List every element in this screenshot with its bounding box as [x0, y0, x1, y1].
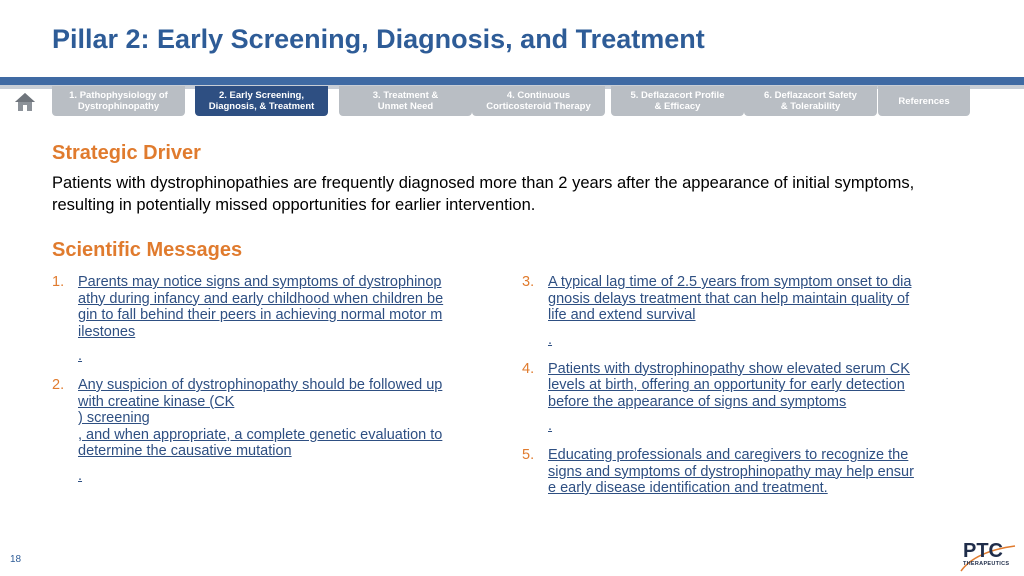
- message-link[interactable]: A typical lag time of 2.5 years from symptom onset to dia gnosis delays treatment that can help maintain quality of life and extend survival: [548, 274, 912, 323]
- strategic-driver-text: Patients with dystrophinopathies are frequently diagnosed more than 2 years after the appearance of initial symptoms, resulting in potentially missed opportunities for earlier intervention.: [52, 174, 915, 214]
- tab-early-screening[interactable]: [195, 86, 328, 116]
- page-title: Pillar 2: Early Screening, Diagnosis, and Treatment: [52, 24, 705, 54]
- message-item: [522, 447, 962, 497]
- ptc-logo: [955, 540, 1017, 572]
- message-trail: .: [548, 418, 553, 434]
- tab-continuous-corticosteroid[interactable]: [472, 86, 605, 116]
- message-trail: .: [78, 467, 83, 484]
- message-number: 4.: [522, 360, 535, 377]
- message-link[interactable]: Parents may notice signs and symptoms of dystrophinop athy during infancy and early childhood when children be gin to fall behind their peers in achieving normal motor m ilestones: [78, 274, 444, 340]
- messages-column-left: [52, 274, 492, 484]
- message-trail: .: [78, 348, 83, 364]
- message-number: 5.: [522, 447, 535, 463]
- tab-deflazacort-safety[interactable]: [744, 86, 877, 116]
- message-link[interactable]: Educating professionals and caregivers to recognize the signs and symptoms of dystrophinopathy may help ensur e early disease identification and treatment.: [548, 447, 914, 496]
- header-divider-bar: [0, 77, 1024, 85]
- message-trail: .: [548, 331, 553, 348]
- logo-text: PTC: [963, 540, 1003, 562]
- message-link[interactable]: Any suspicion of dystrophinopathy should be followed up with creatine kinase (CK ) screening , and when appropriate, a complete genetic evaluation to determine the causative mutation: [78, 377, 443, 459]
- tab-label: 1. Pathophysiology of Dystrophinopathy: [69, 90, 168, 112]
- tab-label: 5. Deflazacort Profile & Efficacy: [630, 90, 725, 112]
- tab-label: 3. Treatment & Unmet Need: [372, 90, 439, 112]
- message-number: 1.: [52, 274, 65, 290]
- home-icon[interactable]: [14, 91, 36, 113]
- tab-label: 4. Continuous Corticosteroid Therapy: [486, 90, 591, 112]
- tab-references[interactable]: [878, 86, 970, 116]
- message-number: 3.: [522, 274, 535, 290]
- message-item: [52, 377, 492, 484]
- message-item: [522, 274, 962, 348]
- scientific-messages-heading: Scientific Messages: [52, 239, 243, 261]
- messages-column-right: [522, 274, 962, 497]
- tab-label: References: [898, 95, 950, 107]
- tab-pathophysiology[interactable]: [52, 86, 185, 116]
- message-item: [522, 361, 962, 435]
- message-link[interactable]: Patients with dystrophinopathy show elevated serum CK levels at birth, offering an opportunity for early detection before the appearance of signs and symptoms: [548, 360, 910, 410]
- tab-deflazacort-profile[interactable]: [611, 86, 744, 116]
- logo-subtext: THERAPEUTICS: [963, 561, 1010, 567]
- message-number: 2.: [52, 377, 65, 393]
- tab-label: 6. Deflazacort Safety & Tolerability: [764, 90, 857, 112]
- tab-treatment-unmet-need[interactable]: [339, 86, 472, 116]
- page-number: 18: [10, 554, 22, 565]
- strategic-driver-heading: Strategic Driver: [52, 142, 201, 164]
- tab-label: 2. Early Screening, Diagnosis, & Treatment: [208, 90, 315, 112]
- message-item: [52, 274, 492, 364]
